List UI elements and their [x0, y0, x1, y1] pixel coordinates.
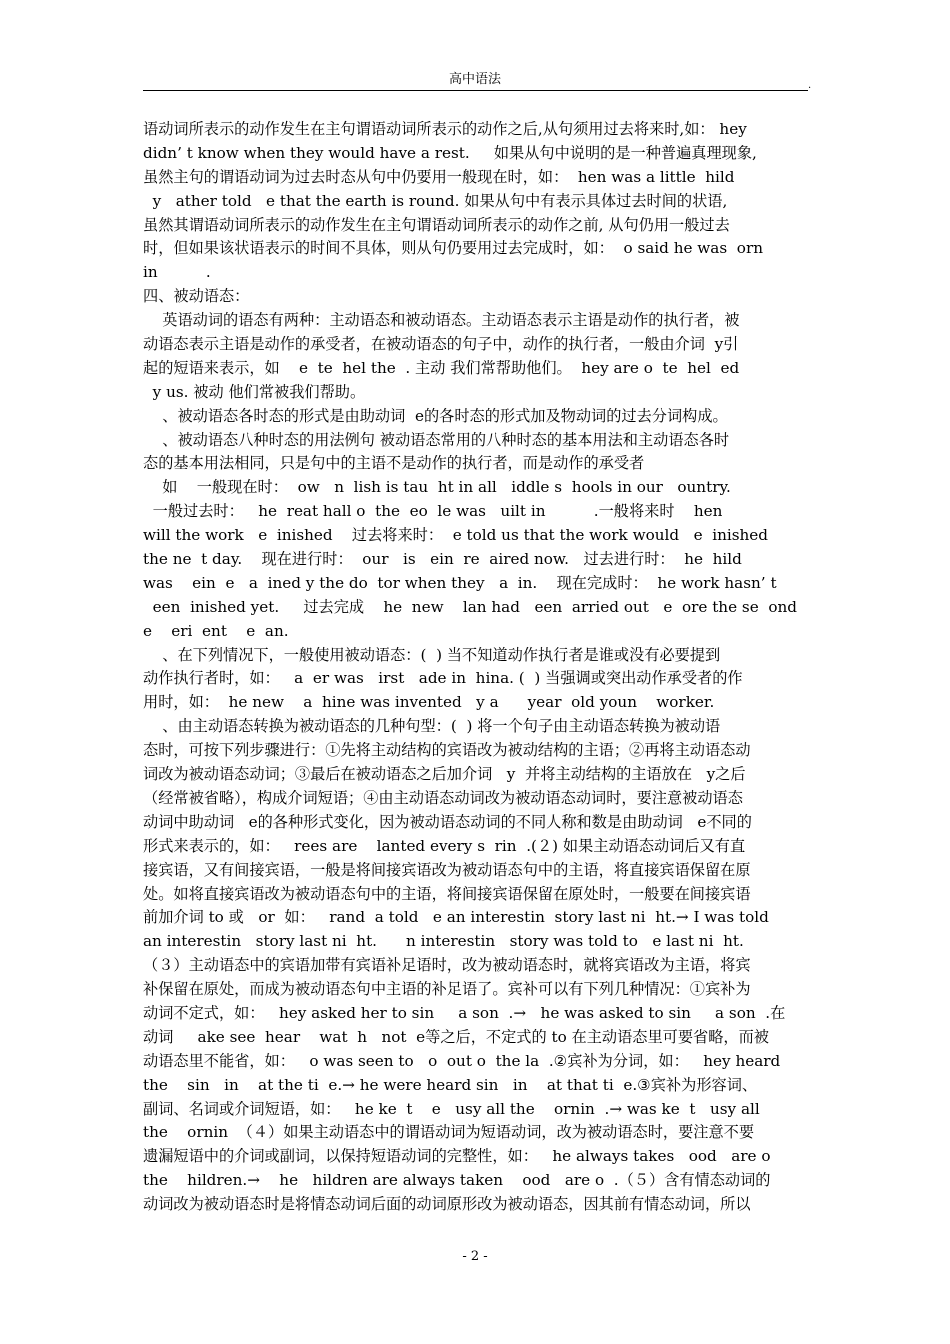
text-line: 动词改为被动语态时是将情态动词后面的动词原形改为被动语态，因其前有情态动词，所以 [143, 1195, 751, 1214]
text-line: 处。如将直接宾语改为被动语态句中的主语，将间接宾语保留在原处时，一般要在间接宾语 [143, 884, 751, 903]
text-line: an interestin story last ni ht. n interestin story was told to e last ni ht. [143, 932, 744, 951]
text-line: （经常被省略），构成介词短语；④由主动语态动词改为被动语态动词时，要注意被动语态 [143, 788, 743, 807]
text-line: 前加介词 to 或 or 如： rand a told e an interestin story last ni ht.→ I was told [143, 908, 769, 927]
text-line: 态时，可按下列步骤进行：①先将主动结构的宾语改为被动结构的主语；②再将主动语态动 [143, 741, 751, 760]
page-header-title: 高中语法 [448, 72, 501, 87]
text-line: 词改为被动语态动词；③最后在被动语态之后加介词 y 并将主动结构的主语放在 y之后 [143, 765, 746, 784]
text-line: 接宾语，又有间接宾语，一般是将间接宾语改为被动语态句中的主语，将直接宾语保留在原 [143, 860, 751, 879]
text-line: didn’ t know when they would have a rest. 如果从句中说明的是一种普遍真理现象, [143, 143, 757, 162]
text-line: 动词不定式，如： hey asked her to sin a son .→ he was asked to sin a son .在 [143, 1003, 786, 1022]
text-line: 、被动语态八种时态的用法例句 被动语态常用的八种时态的基本用法和主动语态各时 [143, 430, 730, 449]
text-line: 补保留在原处，而成为被动语态句中主语的补足语了。宾补可以有下列几种情况：①宾补为 [143, 980, 751, 999]
text-line: 态的基本用法相同，只是句中的主语不是动作的执行者，而是动作的承受者 [143, 454, 645, 473]
text-line: was ein e a ined y the do tor when they a in. 现在完成时： he work hasn’ t [143, 573, 777, 592]
text-line: 动词 ake see hear wat h not e等之后，不定式的 to 在主动语态里可要省略，而被 [143, 1027, 769, 1046]
text-line: 时，但如果该状语表示的时间不具体，则从句仍要用过去完成时，如： o said he was orn [143, 239, 763, 258]
text-line: will the work e inished 过去将来时： e told us that the work would e inished [143, 526, 768, 545]
text-line: 动语态里不能省，如： o was seen to o out o the la .②宾补为分词，如： hey heard [143, 1051, 781, 1070]
text-line: in . [143, 263, 211, 282]
text-line: 、被动语态各时态的形式是由助动词 e的各时态的形式加及物动词的过去分词构成。 [143, 406, 728, 425]
header-mark: . [808, 80, 812, 91]
text-line: 虽然主句的谓语动词为过去时态从句中仍要用一般现在时，如： hen was a little hild [143, 167, 735, 186]
text-line: 、在下列情况下，一般使用被动语态：( ) 当不知道动作执行者是谁或没有必要提到 [143, 645, 721, 664]
text-line: the ornin （４）如果主动语态中的谓语动词为短语动词，改为被动语态时，要注意不要 [143, 1123, 755, 1142]
header-rule [143, 90, 808, 91]
text-line: 一般过去时： he reat hall o the eo le was uilt in .一般将来时 hen [143, 502, 723, 521]
text-line: 语动词所表示的动作发生在主句谓语动词所表示的动作之后,从句须用过去将来时,如： hey [143, 120, 747, 138]
text-line: the ne t day. 现在进行时： our is ein re aired now. 过去进行时： he hild [143, 550, 742, 569]
text-line: the hildren.→ he hildren are always taken ood are o .（５）含有情态动词的 [143, 1171, 771, 1190]
text-line: e eri ent e an. [143, 621, 289, 640]
text-line: 起的短语来表示，如 e te hel the . 主动 我们常帮助他们。 hey are o te hel ed [143, 358, 740, 377]
text-line: y ather told e that the earth is round. 如果从句中有表示具体过去时间的状语, [143, 191, 728, 210]
text-line: 动作执行者时，如： a er was irst ade in hina. ( ) 当强调或突出动作承受者的作 [143, 669, 743, 688]
text-line: 动语态表示主语是动作的承受者，在被动语态的句子中，动作的执行者，一般由介词 y引 [143, 335, 739, 354]
text-line: een inished yet. 过去完成 he new lan had een arried out e ore the se ond [143, 597, 797, 616]
text-line: 、由主动语态转换为被动语态的几种句型：( ) 将一个句子由主动语态转换为被动语 [143, 717, 721, 736]
text-line: 副词、名词或介词短语，如： he ke t e usy all the ornin .→ was ke t usy all [143, 1099, 760, 1118]
text-line: 形式来表示的，如： rees are lanted every s rin .(２) 如果主动语态动词后又有直 [143, 836, 746, 855]
text-line: 如 一般现在时： ow n lish is tau ht in all iddle s hools in our ountry. [143, 478, 731, 497]
text-line: y us. 被动 他们常被我们帮助。 [143, 382, 366, 401]
text-line: 虽然其谓语动词所表示的动作发生在主句谓语动词所表示的动作之前, 从句仍用一般过去 [143, 215, 730, 234]
text-line: 四、被动语态： [143, 287, 250, 306]
text-line: the sin in at the ti e.→ he were heard sin in at that ti e.③宾补为形容词、 [143, 1075, 758, 1094]
text-line: 英语动词的语态有两种：主动语态和被动语态。主动语态表示主语是动作的执行者，被 [143, 311, 740, 330]
text-line: 遗漏短语中的介词或副词，以保持短语动词的完整性，如： he always takes ood are o [143, 1147, 771, 1166]
document-body [143, 118, 868, 1217]
page-number: - 2 - [462, 1249, 488, 1264]
text-line: 用时，如： he new a hine was invented y a year old youn worker. [143, 693, 715, 712]
text-line: 动词中助动词 e的各种形式变化，因为被动语态动词的不同人称和数是由助动词 e不同的 [143, 812, 752, 831]
text-line: （３）主动语态中的宾语加带有宾语补足语时，改为被动语态时，就将宾语改为主语，将宾 [143, 956, 751, 975]
